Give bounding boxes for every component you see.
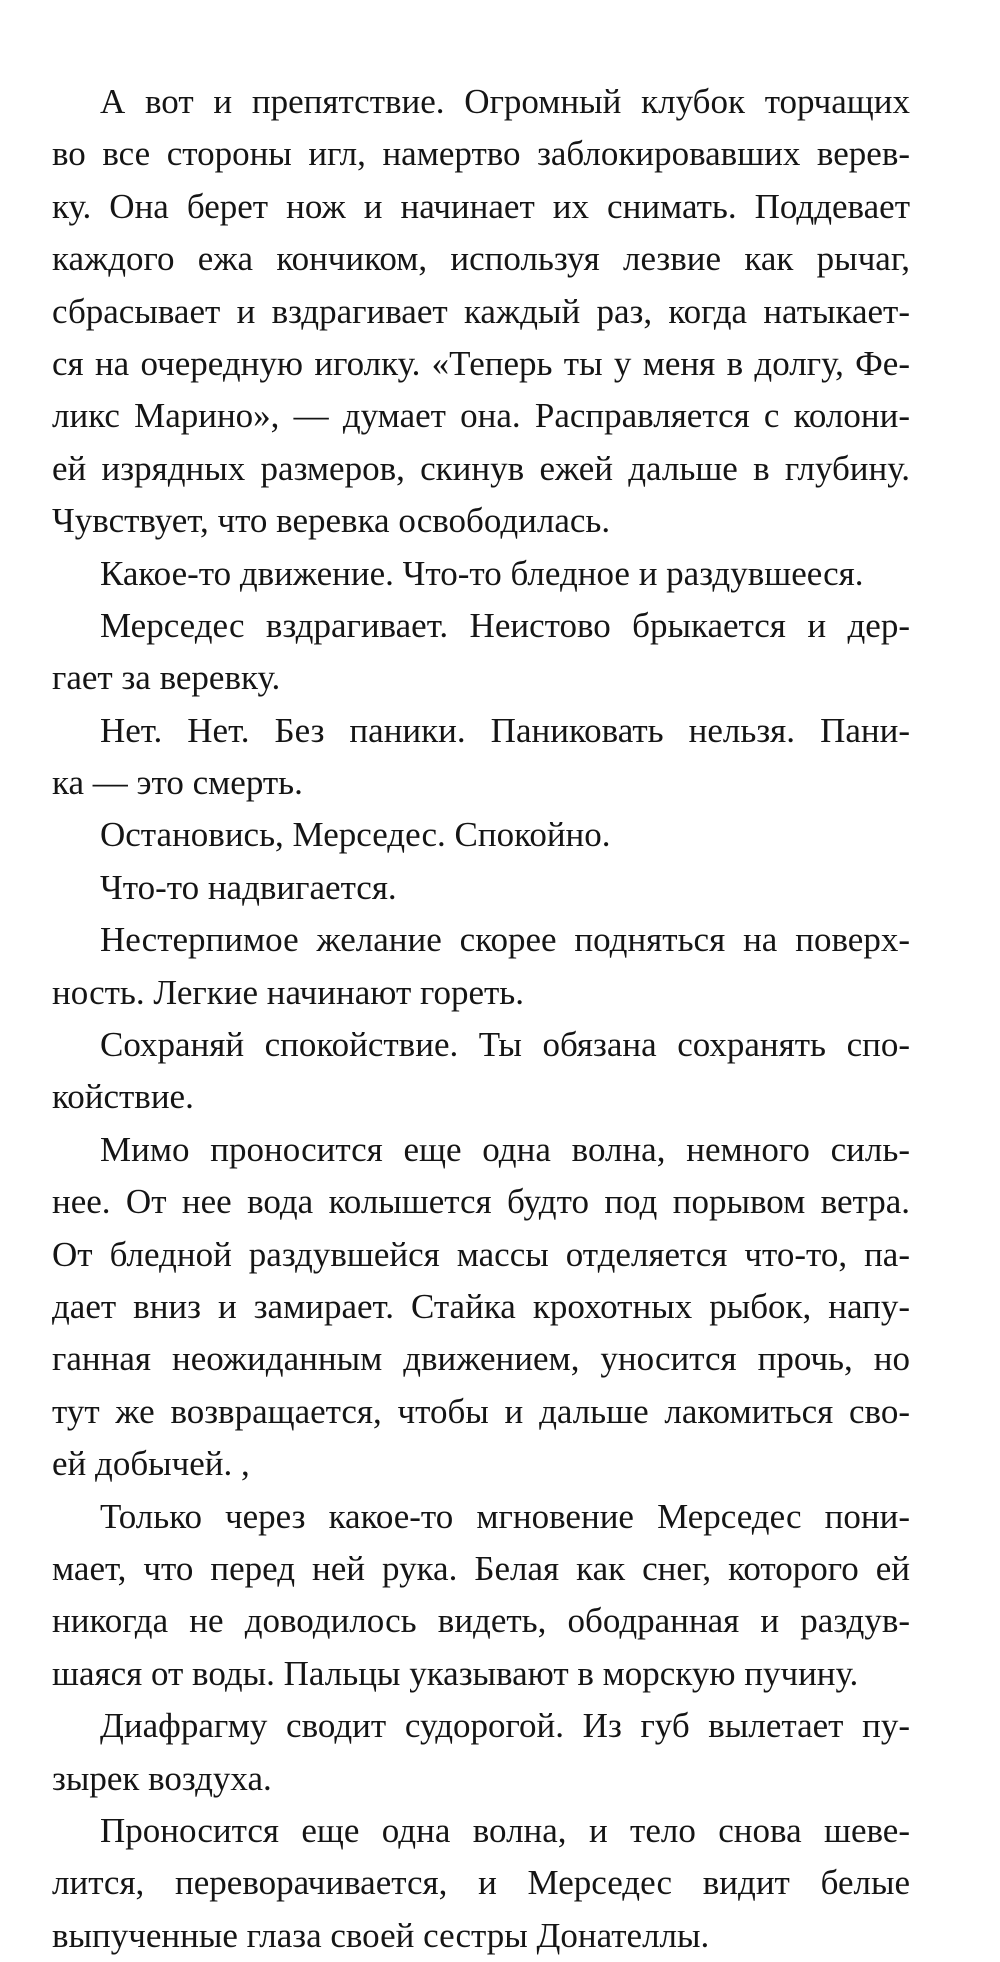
text-line: Мимо проносится еще одна волна, немного силь-	[100, 1129, 910, 1169]
text-line: лится, переворачивается, и Мерседес видит белые	[52, 1863, 910, 1903]
text-line: нее. От нее вода колышется будто под порывом ветра.	[52, 1182, 910, 1222]
text-line: койствие.	[52, 1077, 194, 1117]
paragraph	[52, 1124, 910, 1491]
paragraph	[52, 862, 910, 914]
text-line: Остановись, Мерседес. Спокойно.	[100, 815, 611, 855]
text-line: От бледной раздувшейся массы отделяется что-то, па-	[52, 1234, 910, 1274]
paragraph	[52, 1019, 910, 1124]
paragraph	[52, 1491, 910, 1701]
text-line: Проносится еще одна волна, и тело снова шеве-	[100, 1810, 910, 1850]
paragraph	[52, 1805, 910, 1962]
text-line: никогда не доводилось видеть, ободранная и раздув-	[52, 1601, 910, 1641]
text-line: А вот и препятствие. Огромный клубок торчащих	[100, 82, 910, 121]
paragraph	[52, 809, 910, 861]
text-line: мает, что перед ней рука. Белая как снег, которого ей	[52, 1548, 910, 1588]
text-line: Чувствует, что веревка освободилась.	[52, 501, 611, 541]
page-text	[52, 76, 910, 1962]
text-line: ей добычей. ,	[52, 1444, 250, 1484]
text-line: дает вниз и замирает. Стайка крохотных рыбок, напу-	[52, 1286, 910, 1326]
text-line: тут же возвращается, чтобы и дальше лакомиться сво-	[52, 1391, 910, 1431]
paragraph	[52, 914, 910, 1019]
text-line: Только через какое-то мгновение Мерседес пони-	[100, 1496, 910, 1536]
text-line: Диафрагму сводит судорогой. Из губ вылетает пу-	[100, 1706, 910, 1746]
text-line: Нет. Нет. Без паники. Паниковать нельзя. Пани-	[100, 710, 910, 750]
text-line: ность. Легкие начинают гореть.	[52, 972, 525, 1012]
text-line: ся на очередную иголку. «Теперь ты у меня в долгу, Фе-	[52, 343, 910, 383]
paragraph	[52, 76, 910, 548]
paragraph	[52, 548, 910, 600]
text-line: гает за веревку.	[52, 658, 281, 698]
text-line: ку. Она берет нож и начинает их снимать. Поддевает	[52, 186, 910, 226]
text-line: каждого ежа кончиком, используя лезвие как рычаг,	[52, 239, 910, 279]
text-line: сбрасывает и вздрагивает каждый раз, когда натыкает-	[52, 291, 910, 331]
text-line: шаяся от воды. Пальцы указывают в морскую пучину.	[52, 1653, 859, 1693]
text-line: ганная неожиданным движением, уносится прочь, но	[52, 1339, 910, 1379]
paragraph	[52, 600, 910, 705]
paragraph	[52, 705, 910, 810]
text-line: Какое-то движение. Что-то бледное и раздувшееся.	[100, 553, 864, 593]
text-line: Что-то надвигается.	[100, 867, 397, 907]
paragraph	[52, 1700, 910, 1805]
text-line: ка — это смерть.	[52, 763, 303, 803]
text-line: ей изрядных размеров, скинув ежей дальше в глубину.	[52, 448, 910, 488]
text-line: Нестерпимое желание скорее подняться на поверх-	[100, 920, 910, 960]
text-line: во все стороны игл, намертво заблокировавших верев-	[52, 134, 910, 174]
text-line: Мерседес вздрагивает. Неистово брыкается и дер-	[100, 605, 910, 645]
text-line: ликс Марино», — думает она. Расправляется с колони-	[52, 396, 910, 436]
text-line: зырек воздуха.	[52, 1758, 272, 1798]
text-line: выпученные глаза своей сестры Донателлы.	[52, 1915, 710, 1955]
text-line: Сохраняй спокойствие. Ты обязана сохранять спо-	[100, 1025, 910, 1065]
